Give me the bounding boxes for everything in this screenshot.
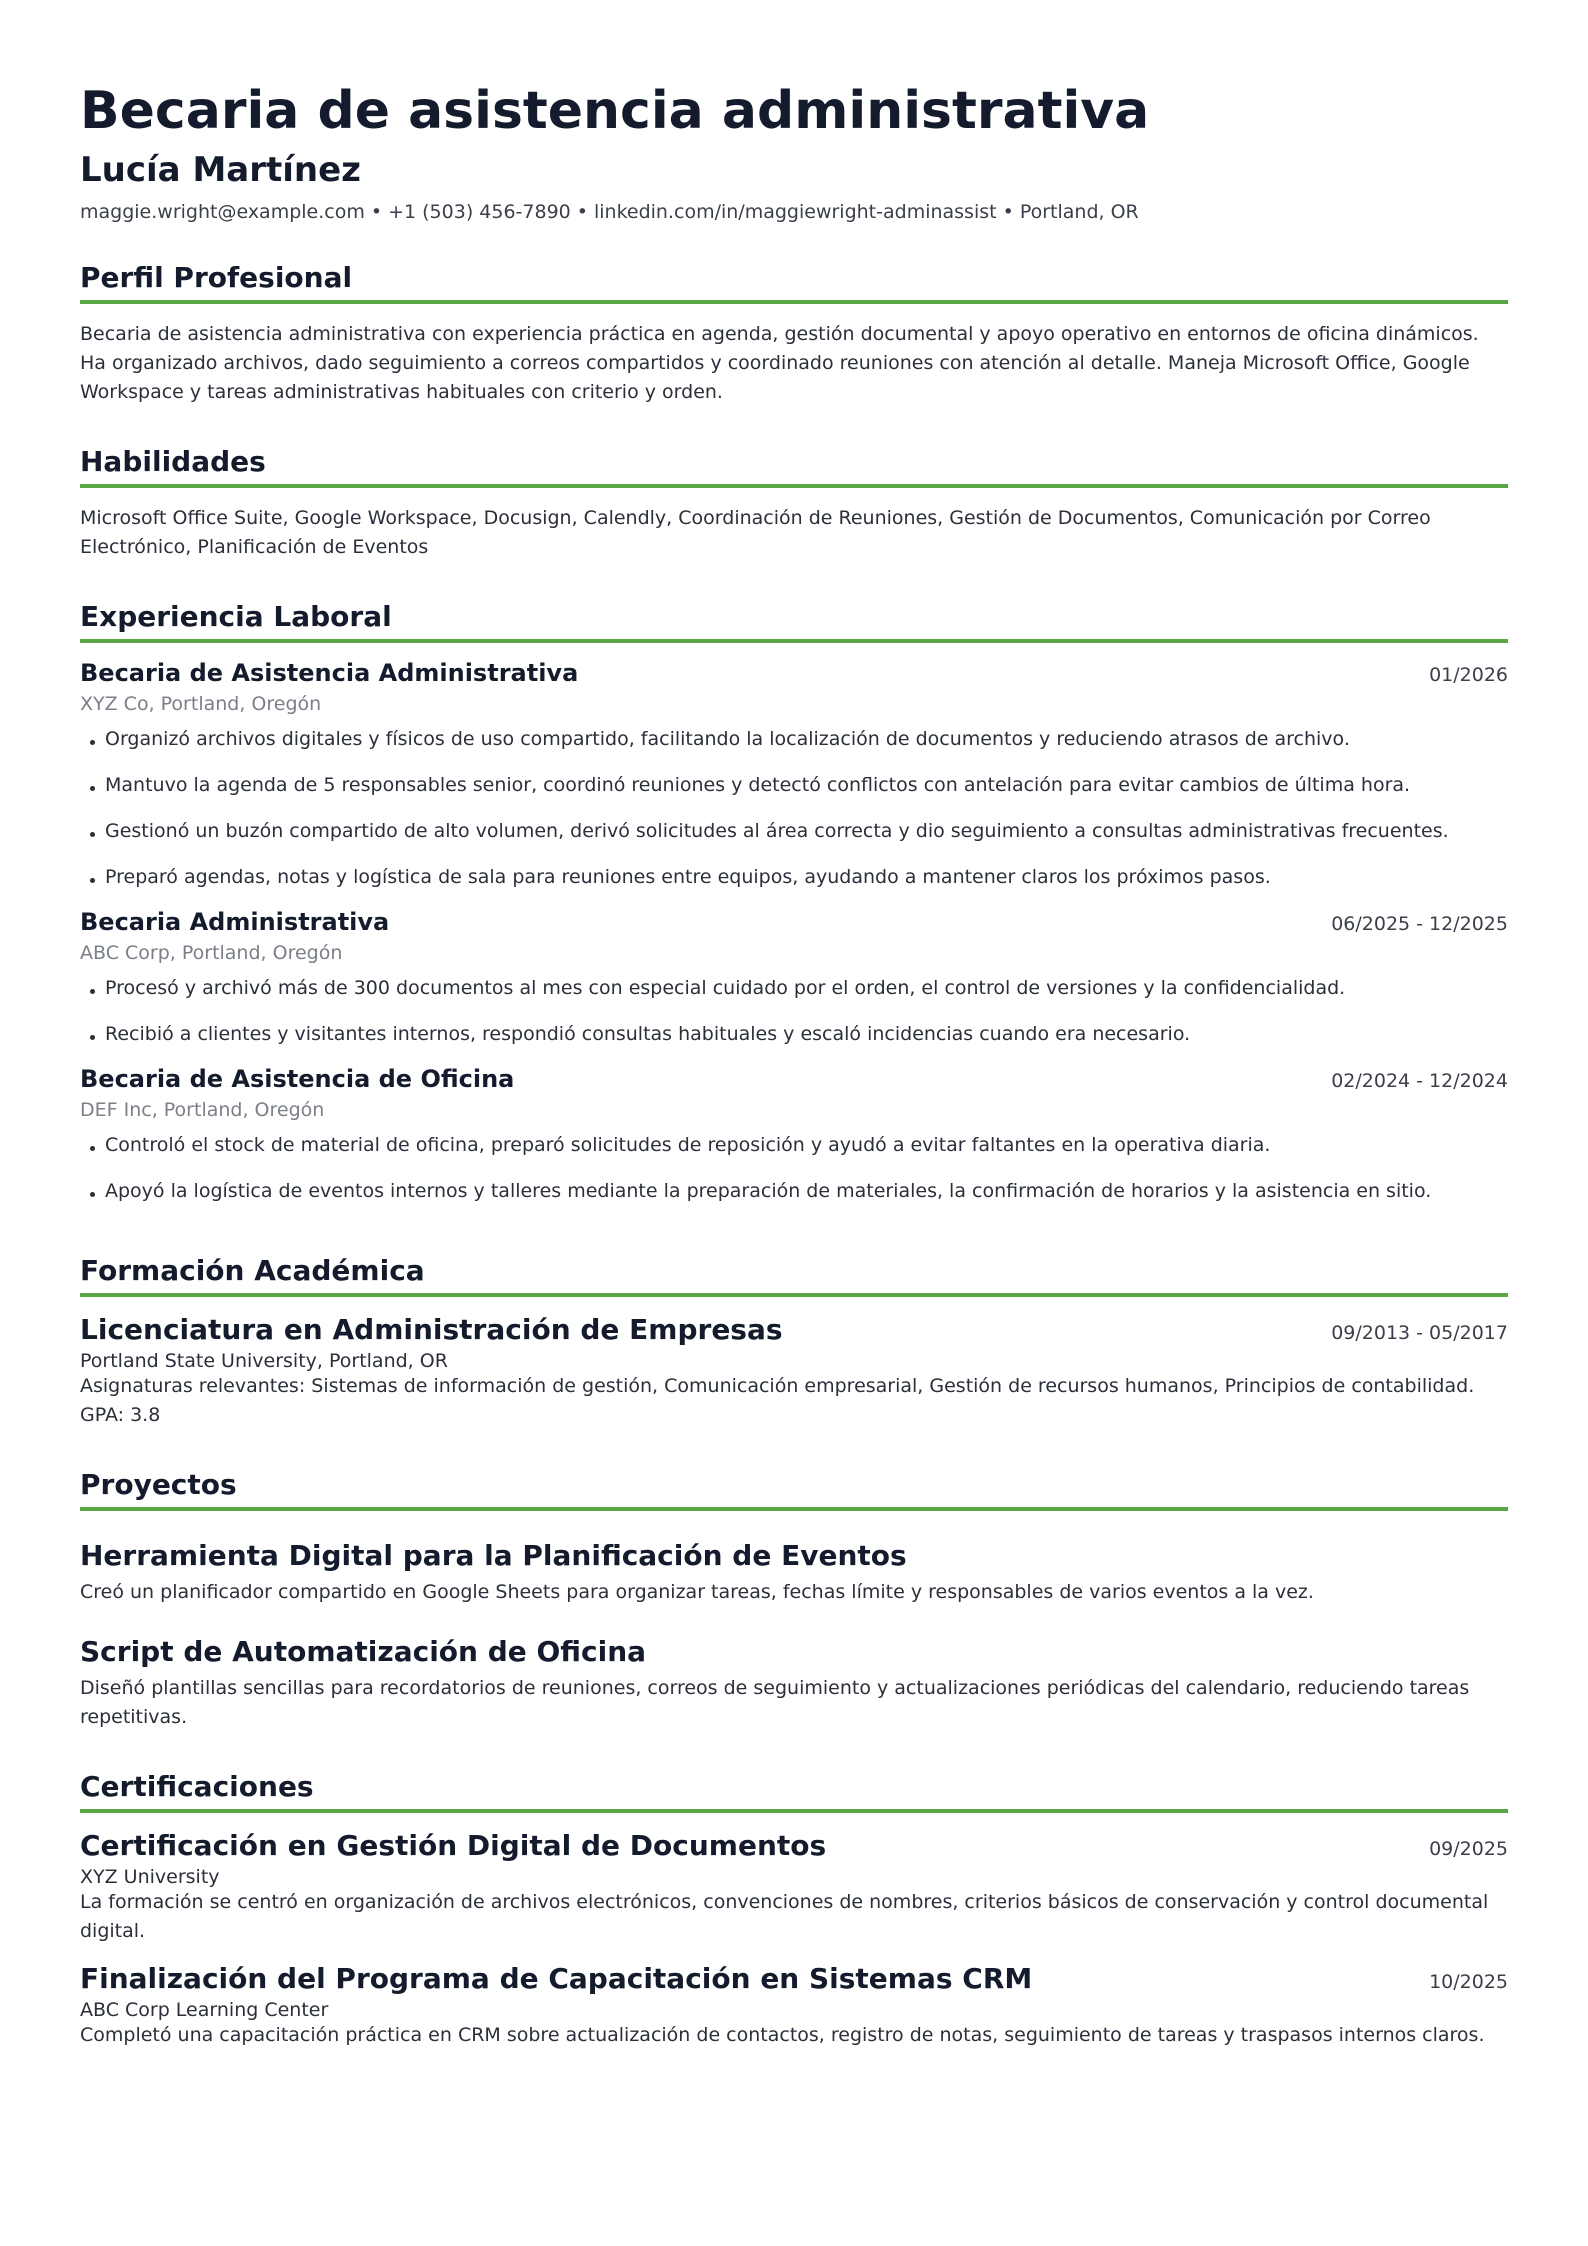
job-bullet: Apoyó la logística de eventos internos y talleres mediante la preparación de materiales, la confirmación de horarios y la asistencia en sitio.	[80, 1177, 1508, 1206]
job-role: Becaria Administrativa	[80, 908, 390, 937]
job-bullets	[80, 974, 1508, 1049]
certification-date: 09/2025	[1429, 1838, 1508, 1861]
job-bullet: Recibió a clientes y visitantes internos, respondió consultas habituales y escaló incidencias cuando era necesario.	[80, 1020, 1508, 1049]
certification-name: Certificación en Gestión Digital de Documentos	[80, 1829, 827, 1863]
document-title: Becaria de asistencia administrativa	[80, 81, 1150, 141]
project-description: Diseñó plantillas sencillas para recordatorios de reuniones, correos de seguimiento y actualizaciones periódicas del calendario, reduciendo tareas repetitivas.	[80, 1677, 1470, 1729]
job-organization: XYZ Co, Portland, Oregón	[80, 693, 322, 716]
job-bullets	[80, 1131, 1508, 1206]
contact-linkedin: linkedin.com/in/maggiewright-adminassist	[593, 201, 997, 224]
skills-text: Microsoft Office Suite, Google Workspace, Docusign, Calendly, Coordinación de Reuniones, Gestión de Documentos, Comunicación por Correo Electrónico, Planificación de Eventos	[80, 507, 1431, 559]
education-date: 09/2013 - 05/2017	[1331, 1322, 1508, 1345]
job-entry	[80, 1065, 1508, 1206]
contact-separator: •	[370, 201, 383, 224]
job-date: 02/2024 - 12/2024	[1331, 1070, 1508, 1093]
job-date: 01/2026	[1429, 664, 1508, 687]
certification-entry	[80, 1962, 1508, 2050]
project-description: Creó un planificador compartido en Google Sheets para organizar tareas, fechas límite y responsables de varios eventos a la vez.	[80, 1581, 1314, 1604]
certification-description: La formación se centró en organización de archivos electrónicos, convenciones de nombres, criterios básicos de conservación y control documental digital.	[80, 1891, 1489, 1943]
job-organization: ABC Corp, Portland, Oregón	[80, 942, 343, 965]
section-heading: Proyectos	[80, 1468, 1508, 1511]
job-bullets	[80, 725, 1508, 892]
candidate-name: Lucía Martínez	[80, 150, 361, 191]
project-name: Herramienta Digital para la Planificación de Eventos	[80, 1539, 907, 1573]
education-entry	[80, 1313, 1508, 1430]
job-entry	[80, 908, 1508, 1049]
certification-entry	[80, 1829, 1508, 1946]
job-bullet: Controló el stock de material de oficina, preparó solicitudes de reposición y ayudó a evitar faltantes en la operativa diaria.	[80, 1131, 1508, 1160]
section-education	[80, 1254, 1508, 1430]
certification-date: 10/2025	[1429, 1971, 1508, 1994]
job-date: 06/2025 - 12/2025	[1331, 913, 1508, 936]
job-bullet: Preparó agendas, notas y logística de sala para reuniones entre equipos, ayudando a mantener claros los próximos pasos.	[80, 863, 1508, 892]
contact-email: maggie.wright@example.com	[80, 201, 365, 224]
job-bullet: Mantuvo la agenda de 5 responsables senior, coordinó reuniones y detectó conflictos con antelación para evitar cambios de última hora.	[80, 771, 1508, 800]
contact-separator: •	[576, 201, 588, 224]
section-heading: Perfil Profesional	[80, 261, 1508, 304]
section-profile	[80, 261, 1508, 407]
certification-name: Finalización del Programa de Capacitación en Sistemas CRM	[80, 1962, 1033, 1996]
education-degree: Licenciatura en Administración de Empresas	[80, 1313, 783, 1347]
project-entry	[80, 1635, 1508, 1732]
section-skills	[80, 445, 1508, 562]
contact-location: Portland, OR	[1019, 201, 1139, 224]
job-bullet: Organizó archivos digitales y físicos de uso compartido, facilitando la localización de documentos y reduciendo atrasos de archivo.	[80, 725, 1508, 754]
job-bullet: Procesó y archivó más de 300 documentos al mes con especial cuidado por el orden, el control de versiones y la confidencialidad.	[80, 974, 1508, 1003]
education-school: Portland State University, Portland, OR	[80, 1350, 448, 1373]
section-heading: Formación Académica	[80, 1254, 1508, 1297]
section-heading: Certificaciones	[80, 1770, 1508, 1813]
job-bullet: Gestionó un buzón compartido de alto volumen, derivó solicitudes al área correcta y dio seguimiento a consultas administrativas frecuentes.	[80, 817, 1508, 846]
education-details: Asignaturas relevantes: Sistemas de información de gestión, Comunicación empresarial, Gestión de recursos humanos, Principios de contabilidad. GPA: 3.8	[80, 1375, 1475, 1427]
project-entry	[80, 1539, 1508, 1607]
certification-description: Completó una capacitación práctica en CRM sobre actualización de contactos, registro de notas, seguimiento de tareas y traspasos internos claros.	[80, 2024, 1485, 2047]
contact-phone: +1 (503) 456-7890	[388, 201, 571, 224]
job-role: Becaria de Asistencia Administrativa	[80, 659, 579, 688]
contact-separator: •	[1002, 201, 1014, 224]
job-organization: DEF Inc, Portland, Oregón	[80, 1099, 325, 1122]
section-experience	[80, 600, 1508, 1206]
profile-text: Becaria de asistencia administrativa con experiencia práctica en agenda, gestión documental y apoyo operativo en entornos de oficina dinámicos. Ha organizado archivos, dado seguimiento a correos compartidos y coordinado reuniones con atención al detalle. Maneja Microsoft Office, Google Workspace y tareas administrativas habituales con criterio y orden.	[80, 323, 1479, 404]
section-heading: Experiencia Laboral	[80, 600, 1508, 643]
contact-line	[80, 201, 1508, 223]
section-certifications	[80, 1770, 1508, 2050]
certification-issuer: XYZ University	[80, 1866, 220, 1889]
project-name: Script de Automatización de Oficina	[80, 1635, 647, 1669]
certification-issuer: ABC Corp Learning Center	[80, 1999, 329, 2022]
section-projects	[80, 1468, 1508, 1732]
job-role: Becaria de Asistencia de Oficina	[80, 1065, 515, 1094]
section-heading: Habilidades	[80, 445, 1508, 488]
job-entry	[80, 659, 1508, 892]
resume-header	[80, 80, 1508, 223]
